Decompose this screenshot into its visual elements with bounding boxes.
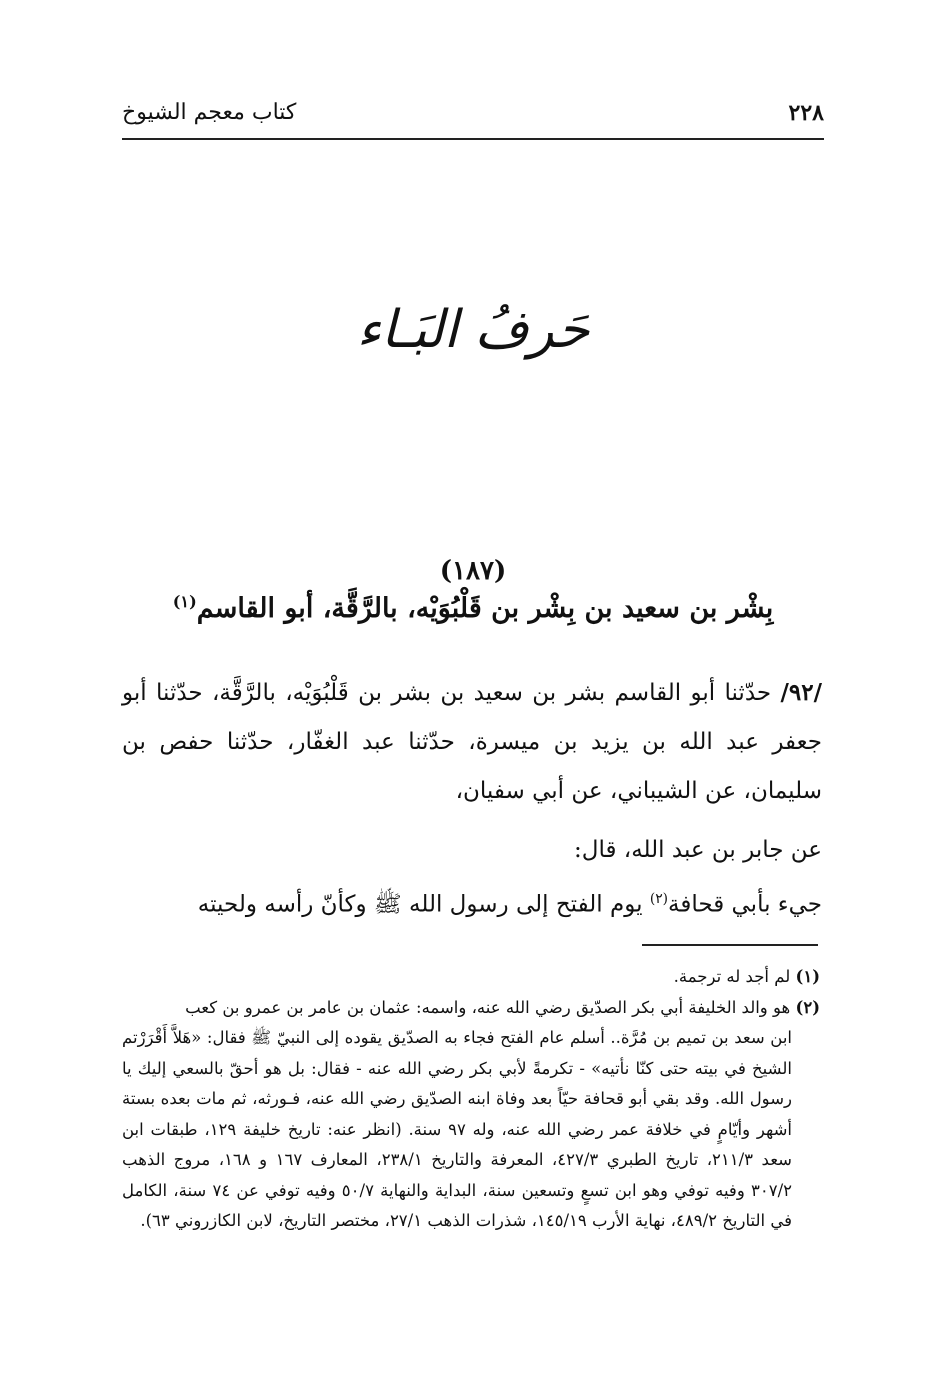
footnote-2 [122, 993, 820, 1024]
chapter-title: حَرفُ البَـاء [356, 300, 590, 360]
footnote-divider [642, 944, 818, 946]
footnote-1 [122, 962, 820, 993]
entry-number: (١٨٧) [439, 556, 507, 586]
matn-paragraph [122, 875, 822, 930]
footnotes [122, 962, 820, 1237]
book-title: كتاب معجم الشيوخ [122, 100, 297, 125]
footnote-2-continuation: ابن سعد بن تميم بن مُرَّة.. أسلم عام الفتح فجاء به الصدّيق يقوده إلى النبيّ ﷺ فقال: «هَلاَّ أَقْرَرْتم الشيخ في بيته حتى كنّا نأتيه» - تكرمةً لأبي بكر رضي الله عنه - فقال: بل هو أحقّ بالسعي إليك يا رسول الله. وقد بقي أبو قحافة حيّاً بعد وفاة ابنه الصدّيق رضي الله عنه، فـورثه، ثم مات بعده بستة أشهر وأيّامٍ في خلافة عمر رضي الله عنه، وله ٩٧ سنة. (انظر عنه: تاريخ خليفة ١٢٩، طبقات ابن سعد ٢١١/٣، تاريخ الطبري ٤٢٧/٣، المعرفة والتاريخ ٢٣٨/١، المعارف ١٦٧ و ١٦٨، مروج الذهب ٣٠٧/٢ وفيه توفي وهو ابن تسعٍ وتسعين سنة، البداية والنهاية ٥٠/٧ وفيه توفي عن ٧٤ سنة، الكامل في التاريخ ٤٨٩/٢، نهاية الأرب ١٤٥/١٩، شذرات الذهب ٢٧/١، مختصر التاريخ، لابن الكازروني ٦٣). [122, 1028, 792, 1230]
matn-text-start: جيء بأبي قحافة [668, 891, 822, 918]
narrator-line: عن جابر بن عبد الله، قال: [574, 837, 822, 863]
isnad-text: حدّثنا أبو القاسم بشر بن سعيد بن بشر بن قَلْبُوَيْه، بالرَّقَّة، حدّثنا أبو جعفر عبد الله بن يزيد بن ميسرة، حدّثنا عبد الغفّار، حدّثنا حفص بن سليمان، عن الشيباني، عن أبي سفيان، [122, 680, 822, 804]
matn-text-rest: يوم الفتح إلى رسول الله ﷺ وكأنّ رأسه ولحيته [197, 891, 643, 918]
footnote-2-first-line: هو والد الخليفة أبي بكر الصدّيق رضي الله عنه، واسمه: عثمان بن عامر بن عمرو بن كعب [185, 997, 791, 1017]
page-number: ٢٢٨ [788, 100, 824, 126]
footnote-ref-1[interactable]: (١) [172, 592, 197, 611]
entry-name: بِشْر بن سعيد بن بِشْر بن قَلْبُوَيْه، بالرَّقَّة، أبو القاسم [196, 593, 774, 624]
footnote-1-text: لم أجد له ترجمة. [673, 967, 791, 986]
running-header [122, 98, 824, 140]
footnote-ref-2[interactable]: (٢) [649, 891, 669, 907]
manuscript-folio-marker: /٩٢/ [780, 679, 822, 706]
footnote-1-label: (١) [795, 967, 820, 986]
hadith-text [122, 668, 822, 930]
footnote-2-label: (٢) [795, 997, 820, 1017]
entry-heading [122, 592, 824, 624]
isnad-paragraph [122, 668, 822, 816]
